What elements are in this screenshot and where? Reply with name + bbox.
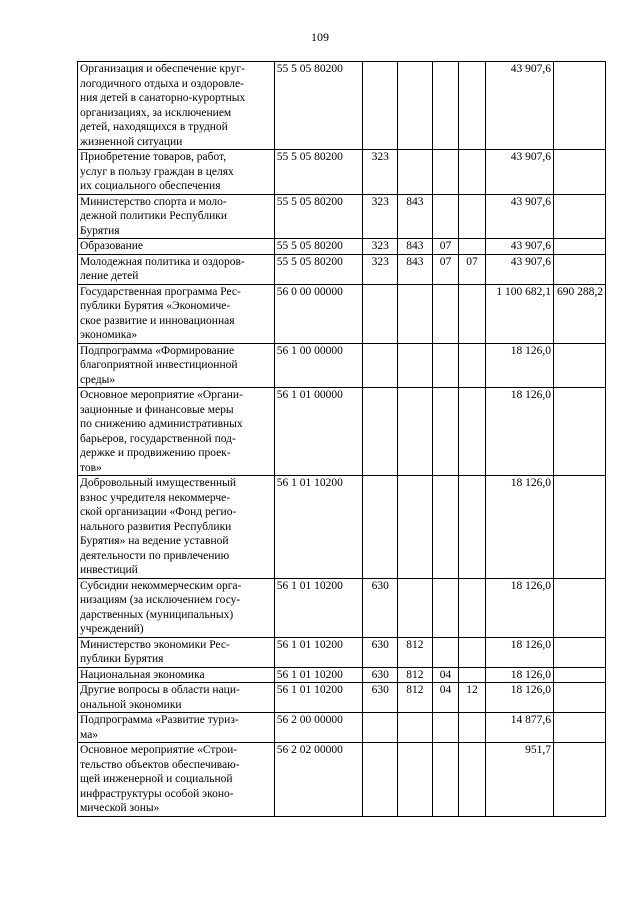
section-code-cell: 04 [432,683,459,713]
item-name-line: логодичного отдыха и оздоровле- [80,77,244,90]
section-code-cell: 04 [432,667,459,683]
item-name-line: экономика» [80,329,138,341]
item-name-cell [78,578,275,637]
item-name-line: низациям (за исключением госу- [80,594,241,606]
ministry-code-cell [398,476,433,579]
target-article-code-cell: 56 2 00 00000 [274,713,363,743]
item-name-line: Национальная экономика [80,668,205,681]
item-name-line: инфраструктуры особой эконо- [80,787,234,800]
subsection-code-cell [459,578,486,637]
item-name-line: Основное мероприятие «Органи- [80,389,243,401]
item-name-line: нального развития Республики [80,520,232,533]
amount-cell: 18 126,0 [485,637,553,667]
expense-type-code-cell: 323 [363,150,398,195]
item-name-cell [78,388,275,476]
amount-cell: 951,7 [485,743,553,817]
item-name-line: держке и продвижению проек- [80,447,231,459]
amount-cell: 14 877,6 [485,713,553,743]
item-name-line: учреждений) [80,623,144,635]
item-name-line: Молодежная политика и оздоров- [80,255,245,268]
item-name-line: Добровольный имущественный [80,477,237,489]
item-name-cell [78,62,275,150]
subsection-code-cell [459,667,486,683]
item-name-line: Государственная программа Рес- [80,285,241,298]
item-name-line: Министерство спорта и моло- [80,195,227,208]
target-article-code-cell: 56 1 00 00000 [274,343,363,388]
item-name-line: Организация и обеспечение круг- [80,63,245,75]
item-name-line: организациях, за исключением [80,106,232,119]
ministry-code-cell: 812 [398,683,433,713]
item-name-cell [78,476,275,579]
item-name-line: Бурятия» на ведение уставной [80,535,229,547]
budget-table [77,61,606,817]
item-name-line: барьеров, государственной под- [80,432,236,445]
table-row [78,284,606,343]
section-code-cell [432,150,459,195]
item-name-line: дежной политики Республики [80,210,227,222]
target-article-code-cell: 56 1 01 10200 [274,476,363,579]
amount-cell: 43 907,6 [485,150,553,195]
item-name-cell [78,683,275,713]
subsection-code-cell [459,284,486,343]
section-code-cell [432,476,459,579]
item-name-line: услуг в пользу граждан в целях [80,165,234,178]
target-article-code-cell: 56 1 01 10200 [274,578,363,637]
subsection-code-cell [459,194,486,239]
subsection-code-cell [459,388,486,476]
target-article-code-cell: 56 1 01 10200 [274,667,363,683]
ministry-code-cell [398,150,433,195]
item-name-line: щей инженерной и социальной [80,773,233,785]
subsection-code-cell [459,343,486,388]
item-name-line: ление детей [80,270,139,282]
ministry-code-cell: 843 [398,239,433,255]
section-code-cell [432,284,459,343]
item-name-line: Приобретение товаров, работ, [80,151,227,163]
subsection-code-cell [459,743,486,817]
expense-type-code-cell [363,388,398,476]
amount-secondary-cell [553,578,605,637]
item-name-line: детей, находящихся в трудной [80,121,228,133]
table-row [78,667,606,683]
section-code-cell [432,194,459,239]
section-code-cell [432,743,459,817]
item-name-line: тельство объектов обеспечиваю- [80,758,240,771]
expense-type-code-cell: 630 [363,683,398,713]
item-name-cell [78,239,275,255]
expense-type-code-cell: 323 [363,194,398,239]
table-row [78,713,606,743]
item-name-line: ния детей в санаторно-курортных [80,92,246,104]
section-code-cell [432,343,459,388]
item-name-line: мической зоны» [80,802,160,814]
item-name-line: жизненной ситуации [80,135,183,148]
table-row [78,194,606,239]
ministry-code-cell: 812 [398,637,433,667]
item-name-cell [78,254,275,284]
amount-secondary-cell [553,62,605,150]
item-name-cell [78,194,275,239]
amount-cell: 18 126,0 [485,683,553,713]
item-name-line: Подпрограмма «Формирование [80,344,235,357]
target-article-code-cell: 56 0 00 00000 [274,284,363,343]
expense-type-code-cell [363,743,398,817]
table-row [78,388,606,476]
ministry-code-cell: 843 [398,194,433,239]
item-name-line: тов» [80,461,102,474]
section-code-cell: 07 [432,254,459,284]
item-name-line: Бурятия [80,224,120,237]
item-name-line: среды» [80,373,116,386]
item-name-line: Подпрограмма «Развитие туриз- [80,714,239,726]
item-name-line: ма» [80,728,99,741]
target-article-code-cell: 55 5 05 80200 [274,62,363,150]
ministry-code-cell [398,343,433,388]
item-name-line: Образование [80,240,144,252]
ministry-code-cell [398,713,433,743]
expense-type-code-cell [363,284,398,343]
expense-type-code-cell: 630 [363,667,398,683]
subsection-code-cell [459,239,486,255]
item-name-line: ское развитие и инновационная [80,314,235,327]
item-name-line: дарственных (муниципальных) [80,608,234,621]
expense-type-code-cell [363,713,398,743]
table-row [78,239,606,255]
item-name-line: их социального обеспечения [80,180,221,192]
ministry-code-cell [398,578,433,637]
table-row [78,683,606,713]
amount-cell: 43 907,6 [485,254,553,284]
ministry-code-cell: 812 [398,667,433,683]
target-article-code-cell: 55 5 05 80200 [274,194,363,239]
expense-type-code-cell: 323 [363,254,398,284]
table-row [78,743,606,817]
target-article-code-cell: 56 1 01 10200 [274,637,363,667]
target-article-code-cell: 56 2 02 00000 [274,743,363,817]
amount-cell: 43 907,6 [485,62,553,150]
target-article-code-cell: 56 1 01 10200 [274,683,363,713]
item-name-line: Основное мероприятие «Строи- [80,744,238,756]
amount-cell: 18 126,0 [485,667,553,683]
section-code-cell [432,388,459,476]
expense-type-code-cell [363,343,398,388]
section-code-cell [432,713,459,743]
amount-secondary-cell [553,194,605,239]
item-name-cell [78,637,275,667]
amount-secondary-cell [553,150,605,195]
item-name-line: ской организации «Фонд регио- [80,506,237,518]
amount-cell: 18 126,0 [485,578,553,637]
amount-cell: 18 126,0 [485,476,553,579]
expense-type-code-cell [363,62,398,150]
item-name-line: по снижению административных [80,418,243,430]
ministry-code-cell [398,388,433,476]
amount-secondary-cell [553,683,605,713]
table-row [78,150,606,195]
amount-secondary-cell [553,637,605,667]
amount-cell: 43 907,6 [485,239,553,255]
subsection-code-cell: 07 [459,254,486,284]
ministry-code-cell [398,284,433,343]
item-name-line: взнос учредителя некоммерче- [80,491,231,504]
subsection-code-cell: 12 [459,683,486,713]
ministry-code-cell [398,62,433,150]
item-name-line: инвестиций [80,564,138,576]
item-name-cell [78,743,275,817]
section-code-cell [432,62,459,150]
target-article-code-cell: 56 1 01 00000 [274,388,363,476]
item-name-line: Субсидии некоммерческим орга- [80,579,242,592]
table-row [78,343,606,388]
subsection-code-cell [459,476,486,579]
item-name-line: Министерство экономики Рес- [80,638,230,651]
subsection-code-cell [459,637,486,667]
subsection-code-cell [459,713,486,743]
amount-secondary-cell [553,713,605,743]
section-code-cell [432,578,459,637]
amount-cell: 1 100 682,1 [485,284,553,343]
table-row [78,476,606,579]
table-row [78,637,606,667]
amount-secondary-cell: 690 288,2 [553,284,605,343]
item-name-cell [78,667,275,683]
table-row [78,578,606,637]
amount-secondary-cell [553,239,605,255]
amount-secondary-cell [553,476,605,579]
item-name-line: зационные и финансовые меры [80,403,234,416]
expense-type-code-cell [363,476,398,579]
item-name-line: публики Бурятия [80,653,164,665]
item-name-cell [78,343,275,388]
item-name-line: благоприятной инвестиционной [80,359,238,371]
expense-type-code-cell: 630 [363,637,398,667]
section-code-cell: 07 [432,239,459,255]
expense-type-code-cell: 323 [363,239,398,255]
item-name-cell [78,713,275,743]
ministry-code-cell [398,743,433,817]
amount-cell: 18 126,0 [485,343,553,388]
amount-secondary-cell [553,667,605,683]
amount-secondary-cell [553,343,605,388]
amount-secondary-cell [553,254,605,284]
target-article-code-cell: 55 5 05 80200 [274,150,363,195]
item-name-line: публики Бурятия «Экономиче- [80,300,231,312]
page-number: 109 [311,30,329,44]
ministry-code-cell: 843 [398,254,433,284]
item-name-cell [78,284,275,343]
item-name-cell [78,150,275,195]
table-row [78,62,606,150]
item-name-line: ональной экономики [80,698,182,711]
budget-table-body [78,62,606,817]
section-code-cell [432,637,459,667]
item-name-line: деятельности по привлечению [80,549,230,562]
table-row [78,254,606,284]
expense-type-code-cell: 630 [363,578,398,637]
subsection-code-cell [459,62,486,150]
amount-secondary-cell [553,388,605,476]
amount-secondary-cell [553,743,605,817]
subsection-code-cell [459,150,486,195]
amount-cell: 18 126,0 [485,388,553,476]
target-article-code-cell: 55 5 05 80200 [274,254,363,284]
amount-cell: 43 907,6 [485,194,553,239]
item-name-line: Другие вопросы в области наци- [80,684,240,696]
target-article-code-cell: 55 5 05 80200 [274,239,363,255]
